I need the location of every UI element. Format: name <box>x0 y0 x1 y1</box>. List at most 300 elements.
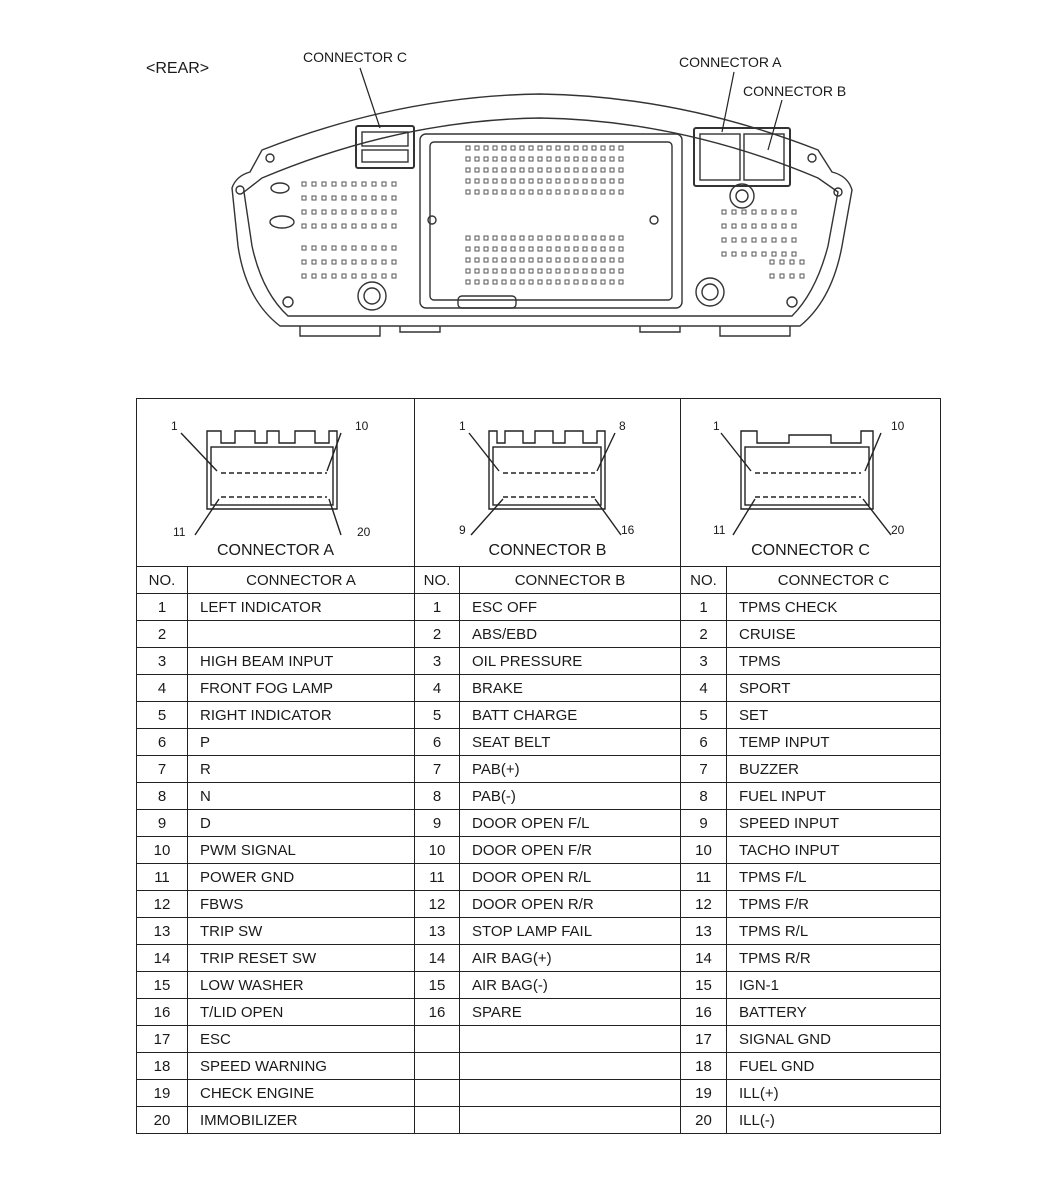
pin-function-b: ABS/EBD <box>460 621 681 648</box>
vent-dot <box>574 179 578 183</box>
vent-dot <box>770 260 774 264</box>
vent-dot <box>312 224 316 228</box>
pin-function-b: PAB(-) <box>460 783 681 810</box>
pin-function-b: ESC OFF <box>460 594 681 621</box>
pin-number: 14 <box>415 945 460 972</box>
vent-dot <box>322 260 326 264</box>
vent-dot <box>547 157 551 161</box>
pin-number: 10 <box>681 837 727 864</box>
pin-number: 1 <box>415 594 460 621</box>
vent-dot <box>511 258 515 262</box>
vent-dot <box>538 236 542 240</box>
table-row <box>137 945 941 972</box>
pin-number: 7 <box>415 756 460 783</box>
vent-dot <box>511 157 515 161</box>
vent-dot <box>342 246 346 250</box>
pin-function-c: FUEL GND <box>727 1053 941 1080</box>
pin-number: 10 <box>137 837 188 864</box>
vent-dot <box>382 274 386 278</box>
vent-dot <box>547 168 551 172</box>
vent-dot <box>493 280 497 284</box>
vent-dot <box>362 274 366 278</box>
vent-dot <box>322 182 326 186</box>
pin-number: 19 <box>681 1080 727 1107</box>
vent-dot <box>382 196 386 200</box>
vent-dot <box>556 168 560 172</box>
vent-dot <box>484 179 488 183</box>
vent-dot <box>547 146 551 150</box>
pin-number: 5 <box>681 702 727 729</box>
vent-dot <box>520 269 524 273</box>
vent-dot <box>752 238 756 242</box>
vent-dot <box>583 179 587 183</box>
vent-dot <box>352 210 356 214</box>
vent-dot <box>352 182 356 186</box>
pin-function-c: BUZZER <box>727 756 941 783</box>
vent-dot <box>342 224 346 228</box>
vent-dot <box>583 157 587 161</box>
vent-dot <box>466 258 470 262</box>
vent-dot <box>574 236 578 240</box>
vent-dot <box>493 258 497 262</box>
vent-dot <box>742 210 746 214</box>
vent-dot <box>352 260 356 264</box>
vent-dot <box>352 224 356 228</box>
pin-function-a: RIGHT INDICATOR <box>188 702 415 729</box>
vent-dot <box>520 179 524 183</box>
vent-dot <box>529 236 533 240</box>
vent-dot <box>529 146 533 150</box>
vent-dot <box>610 146 614 150</box>
pin-label-bottom-right: 20 <box>891 523 905 537</box>
vent-dot <box>556 157 560 161</box>
vent-dot <box>382 224 386 228</box>
vent-dot <box>592 157 596 161</box>
vent-dot <box>619 280 623 284</box>
vent-dot <box>484 190 488 194</box>
vent-dot <box>475 179 479 183</box>
vent-dot <box>722 252 726 256</box>
vent-dot <box>619 168 623 172</box>
vent-dot <box>475 247 479 251</box>
vent-dot <box>484 157 488 161</box>
vent-dot <box>372 274 376 278</box>
vent-dot <box>529 247 533 251</box>
pin-function-b: SEAT BELT <box>460 729 681 756</box>
pin-function-c: TPMS CHECK <box>727 594 941 621</box>
vent-dot <box>583 258 587 262</box>
vent-dot <box>502 179 506 183</box>
vent-dot <box>772 224 776 228</box>
vent-dot <box>511 190 515 194</box>
vent-dot <box>770 274 774 278</box>
pin-function-c: IGN-1 <box>727 972 941 999</box>
pin-function-b: AIR BAG(-) <box>460 972 681 999</box>
pin-function-b <box>460 1080 681 1107</box>
vent-dot <box>610 258 614 262</box>
vent-dot <box>362 182 366 186</box>
vent-dot <box>742 238 746 242</box>
vent-dot <box>332 274 336 278</box>
connector-c-caption: CONNECTOR C <box>751 542 870 559</box>
vent-dot <box>372 210 376 214</box>
table-row <box>137 810 941 837</box>
pin-function-b: DOOR OPEN F/R <box>460 837 681 864</box>
pin-function-a: PWM SIGNAL <box>188 837 415 864</box>
vent-dot <box>780 260 784 264</box>
vent-dot <box>574 146 578 150</box>
table-row <box>137 864 941 891</box>
vent-dot <box>475 157 479 161</box>
vent-dot <box>619 146 623 150</box>
vent-dot <box>782 210 786 214</box>
pin-function-c: SPORT <box>727 675 941 702</box>
vent-dot <box>619 258 623 262</box>
pin-number: 3 <box>137 648 188 675</box>
vent-dot <box>601 258 605 262</box>
vent-dot <box>352 274 356 278</box>
vent-dot <box>502 258 506 262</box>
vent-dot <box>332 246 336 250</box>
vent-dot <box>574 190 578 194</box>
vent-dot <box>502 157 506 161</box>
vent-dot <box>780 274 784 278</box>
vent-dot <box>511 146 515 150</box>
vent-dot <box>322 224 326 228</box>
vent-dot <box>502 236 506 240</box>
vent-dot <box>372 260 376 264</box>
vent-dot <box>520 236 524 240</box>
pin-function-a: CHECK ENGINE <box>188 1080 415 1107</box>
vent-dot <box>565 236 569 240</box>
vent-dot <box>511 269 515 273</box>
vent-dot <box>466 280 470 284</box>
table-row <box>137 837 941 864</box>
pin-number: 19 <box>137 1080 188 1107</box>
vent-dot <box>800 260 804 264</box>
header-connector-b: CONNECTOR B <box>460 567 681 594</box>
vent-dot <box>565 247 569 251</box>
pin-function-b <box>460 1053 681 1080</box>
vent-dot <box>475 258 479 262</box>
vent-dot <box>619 157 623 161</box>
pin-number: 9 <box>137 810 188 837</box>
vent-dot <box>475 168 479 172</box>
pin-function-b: BATT CHARGE <box>460 702 681 729</box>
vent-dot <box>302 260 306 264</box>
callout-connector-a: CONNECTOR A <box>679 54 782 70</box>
vent-dot <box>538 280 542 284</box>
vent-dot <box>332 224 336 228</box>
connector-c-diagram <box>681 399 941 567</box>
pin-number <box>415 1026 460 1053</box>
vent-dot <box>520 258 524 262</box>
pin-number <box>415 1080 460 1107</box>
vent-dot <box>392 196 396 200</box>
vent-dot <box>332 196 336 200</box>
vent-dot <box>610 236 614 240</box>
vent-dot <box>565 269 569 273</box>
vent-dot <box>752 210 756 214</box>
vent-dot <box>342 260 346 264</box>
pin-function-a: ESC <box>188 1026 415 1053</box>
vent-dot <box>547 280 551 284</box>
vent-dot <box>601 236 605 240</box>
vent-dot <box>493 247 497 251</box>
pin-number: 18 <box>681 1053 727 1080</box>
vent-dot <box>493 236 497 240</box>
vent-dot <box>574 280 578 284</box>
callout-connector-b: CONNECTOR B <box>743 83 847 99</box>
vent-dot <box>466 168 470 172</box>
vent-dot <box>610 247 614 251</box>
vent-dot <box>610 168 614 172</box>
vent-dot <box>583 247 587 251</box>
vent-dot <box>565 168 569 172</box>
vent-dot <box>529 269 533 273</box>
vent-dot <box>520 190 524 194</box>
vent-dot <box>342 210 346 214</box>
vent-dot <box>372 196 376 200</box>
vent-dot <box>547 179 551 183</box>
table-row <box>137 783 941 810</box>
vent-dot <box>332 182 336 186</box>
pin-number: 14 <box>137 945 188 972</box>
vent-dot <box>619 247 623 251</box>
pin-number: 12 <box>137 891 188 918</box>
pin-function-c: TACHO INPUT <box>727 837 941 864</box>
pin-function-a: D <box>188 810 415 837</box>
vent-dot <box>302 182 306 186</box>
vent-dot <box>732 224 736 228</box>
pin-number: 5 <box>137 702 188 729</box>
vent-dot <box>352 196 356 200</box>
pin-number: 11 <box>137 864 188 891</box>
pin-number: 6 <box>681 729 727 756</box>
pin-label-bottom-left: 9 <box>459 523 466 537</box>
pin-number: 17 <box>137 1026 188 1053</box>
pin-function-c: SIGNAL GND <box>727 1026 941 1053</box>
vent-dot <box>722 238 726 242</box>
table-row <box>137 1080 941 1107</box>
vent-dot <box>565 280 569 284</box>
vent-dot <box>511 247 515 251</box>
vent-dot <box>610 269 614 273</box>
pin-label-top-right: 10 <box>891 419 905 433</box>
vent-dot <box>800 274 804 278</box>
pin-function-a: SPEED WARNING <box>188 1053 415 1080</box>
pin-function-a: IMMOBILIZER <box>188 1107 415 1134</box>
vent-dot <box>601 269 605 273</box>
connector-a-caption: CONNECTOR A <box>216 542 335 559</box>
pin-number: 11 <box>681 864 727 891</box>
table-row <box>137 729 941 756</box>
header-no: NO. <box>681 567 727 594</box>
vent-dot <box>601 157 605 161</box>
pin-function-b: PAB(+) <box>460 756 681 783</box>
pin-function-c: FUEL INPUT <box>727 783 941 810</box>
pin-number: 18 <box>137 1053 188 1080</box>
pin-label-top-right: 8 <box>619 419 626 433</box>
vent-dot <box>592 190 596 194</box>
pin-function-a: R <box>188 756 415 783</box>
vent-dot <box>322 274 326 278</box>
vent-dot <box>772 238 776 242</box>
vent-dot <box>362 246 366 250</box>
pin-function-a: LEFT INDICATOR <box>188 594 415 621</box>
vent-dot <box>772 210 776 214</box>
vent-dot <box>574 269 578 273</box>
pin-function-b: DOOR OPEN F/L <box>460 810 681 837</box>
callout-connector-c: CONNECTOR C <box>303 49 407 65</box>
pin-function-c: TPMS <box>727 648 941 675</box>
vent-dot <box>520 157 524 161</box>
pin-number: 6 <box>137 729 188 756</box>
pin-function-c: BATTERY <box>727 999 941 1026</box>
vent-dot <box>601 179 605 183</box>
table-row <box>137 702 941 729</box>
vent-dot <box>362 196 366 200</box>
vent-dot <box>529 190 533 194</box>
vent-dot <box>565 179 569 183</box>
pin-number: 10 <box>415 837 460 864</box>
vent-dot <box>574 157 578 161</box>
pin-number: 15 <box>415 972 460 999</box>
vent-dot <box>565 146 569 150</box>
vent-dot <box>538 258 542 262</box>
vent-dot <box>782 252 786 256</box>
pin-number: 8 <box>681 783 727 810</box>
vent-dot <box>556 146 560 150</box>
vent-dot <box>511 236 515 240</box>
vent-dot <box>583 236 587 240</box>
vent-dot <box>790 260 794 264</box>
vent-dot <box>762 210 766 214</box>
vent-dot <box>502 190 506 194</box>
vent-dot <box>601 168 605 172</box>
vent-dot <box>574 247 578 251</box>
vent-dot <box>302 210 306 214</box>
vent-dot <box>511 280 515 284</box>
vent-dot <box>484 146 488 150</box>
table-header-row <box>137 567 941 594</box>
pin-number: 15 <box>137 972 188 999</box>
vent-dot <box>565 157 569 161</box>
vent-dot <box>466 157 470 161</box>
vent-dot <box>782 224 786 228</box>
vent-dot <box>372 246 376 250</box>
vent-dot <box>302 246 306 250</box>
pin-function-a: LOW WASHER <box>188 972 415 999</box>
vent-dot <box>342 274 346 278</box>
vent-dot <box>565 190 569 194</box>
vent-dot <box>538 247 542 251</box>
vent-dot <box>529 157 533 161</box>
vent-dot <box>322 210 326 214</box>
pin-function-b: DOOR OPEN R/L <box>460 864 681 891</box>
vent-dot <box>484 168 488 172</box>
vent-dot <box>312 260 316 264</box>
pin-function-c: TEMP INPUT <box>727 729 941 756</box>
vent-dot <box>332 260 336 264</box>
vent-dot <box>556 269 560 273</box>
pin-number: 1 <box>137 594 188 621</box>
vent-dot <box>392 182 396 186</box>
vent-dot <box>493 157 497 161</box>
pin-number: 1 <box>681 594 727 621</box>
vent-dot <box>538 146 542 150</box>
vent-dot <box>352 246 356 250</box>
vent-dot <box>484 236 488 240</box>
vent-dot <box>547 247 551 251</box>
vent-dot <box>592 236 596 240</box>
vent-dot <box>475 269 479 273</box>
vent-dot <box>722 210 726 214</box>
pin-function-b: BRAKE <box>460 675 681 702</box>
pin-function-a: P <box>188 729 415 756</box>
vent-dot <box>392 246 396 250</box>
pin-label-bottom-left: 11 <box>713 523 726 537</box>
pin-function-a <box>188 621 415 648</box>
vent-dot <box>592 269 596 273</box>
vent-dot <box>547 258 551 262</box>
pin-function-b <box>460 1026 681 1053</box>
vent-dot <box>732 210 736 214</box>
vent-dot <box>312 196 316 200</box>
pin-function-c: CRUISE <box>727 621 941 648</box>
vent-dot <box>610 190 614 194</box>
vent-dot <box>493 168 497 172</box>
pin-label-top-right: 10 <box>355 419 369 433</box>
vent-dot <box>502 269 506 273</box>
vent-dot <box>529 179 533 183</box>
table-row <box>137 621 941 648</box>
vent-dot <box>529 168 533 172</box>
vent-dot <box>392 260 396 264</box>
vent-dot <box>520 247 524 251</box>
vent-dot <box>302 224 306 228</box>
pin-number: 7 <box>137 756 188 783</box>
pin-label-bottom-right: 16 <box>621 523 635 537</box>
pin-number: 4 <box>137 675 188 702</box>
header-no: NO. <box>137 567 188 594</box>
vent-dot <box>592 258 596 262</box>
pin-function-a: POWER GND <box>188 864 415 891</box>
vent-dot <box>583 269 587 273</box>
pin-function-b: AIR BAG(+) <box>460 945 681 972</box>
vent-dot <box>493 179 497 183</box>
vent-dot <box>792 210 796 214</box>
pin-number: 13 <box>137 918 188 945</box>
vent-dot <box>475 190 479 194</box>
vent-dot <box>574 168 578 172</box>
vent-dot <box>619 190 623 194</box>
vent-dot <box>520 280 524 284</box>
vent-dot <box>382 210 386 214</box>
pin-number: 6 <box>415 729 460 756</box>
vent-dot <box>538 179 542 183</box>
vent-dot <box>322 196 326 200</box>
pin-number: 12 <box>681 891 727 918</box>
vent-dot <box>538 269 542 273</box>
vent-dot <box>312 182 316 186</box>
table-row <box>137 999 941 1026</box>
vent-dot <box>475 146 479 150</box>
pin-number: 16 <box>137 999 188 1026</box>
vent-dot <box>466 179 470 183</box>
table-row <box>137 891 941 918</box>
vent-dot <box>484 247 488 251</box>
